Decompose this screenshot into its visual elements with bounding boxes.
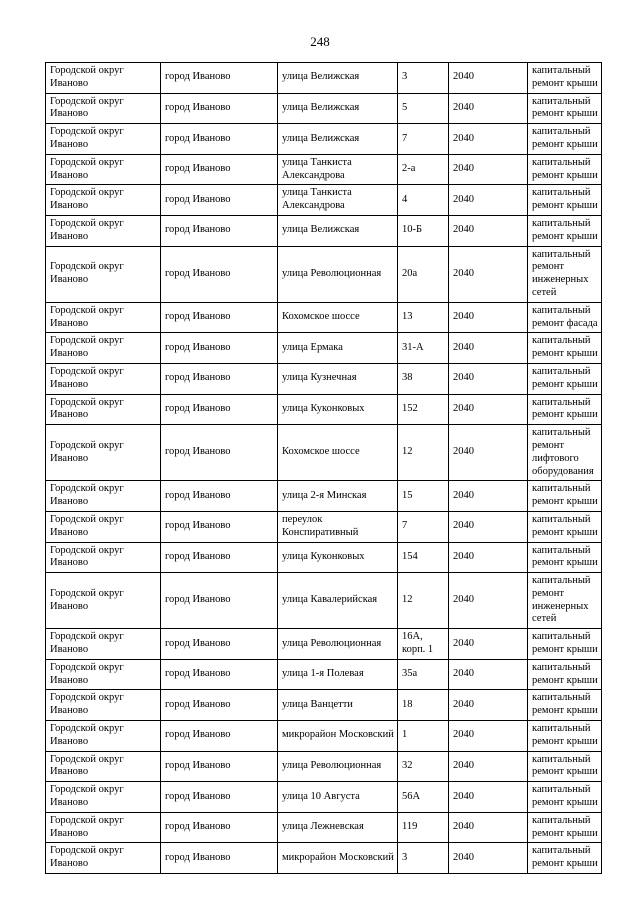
- cell-year: 2040: [449, 93, 528, 124]
- cell-house: 13: [398, 302, 449, 333]
- cell-district: Городской округ Иваново: [46, 185, 161, 216]
- table-row: [46, 721, 602, 752]
- table-row: [46, 511, 602, 542]
- cell-house: 1: [398, 721, 449, 752]
- cell-street: улица Велижская: [278, 124, 398, 155]
- cell-work: капитальный ремонт крыши: [528, 185, 602, 216]
- table-row: [46, 215, 602, 246]
- cell-city: город Иваново: [161, 394, 278, 425]
- cell-city: город Иваново: [161, 542, 278, 573]
- cell-work: капитальный ремонт крыши: [528, 394, 602, 425]
- cell-year: 2040: [449, 185, 528, 216]
- table-row: [46, 481, 602, 512]
- cell-house: 5: [398, 93, 449, 124]
- cell-district: Городской округ Иваново: [46, 629, 161, 660]
- table-row: [46, 363, 602, 394]
- cell-street: Кохомское шоссе: [278, 302, 398, 333]
- cell-street: микрорайон Московский: [278, 843, 398, 874]
- cell-year: 2040: [449, 511, 528, 542]
- table-row: [46, 124, 602, 155]
- cell-year: 2040: [449, 843, 528, 874]
- cell-district: Городской округ Иваново: [46, 425, 161, 481]
- cell-district: Городской округ Иваново: [46, 659, 161, 690]
- cell-street: улица Кузнечная: [278, 363, 398, 394]
- cell-street: улица Велижская: [278, 215, 398, 246]
- cell-house: 119: [398, 812, 449, 843]
- cell-street: Кохомское шоссе: [278, 425, 398, 481]
- cell-district: Городской округ Иваново: [46, 782, 161, 813]
- cell-city: город Иваново: [161, 481, 278, 512]
- cell-street: улица Велижская: [278, 63, 398, 94]
- cell-work: капитальный ремонт крыши: [528, 690, 602, 721]
- cell-house: 7: [398, 124, 449, 155]
- cell-house: 20а: [398, 246, 449, 302]
- cell-district: Городской округ Иваново: [46, 246, 161, 302]
- cell-district: Городской округ Иваново: [46, 302, 161, 333]
- cell-district: Городской округ Иваново: [46, 333, 161, 364]
- table-row: [46, 659, 602, 690]
- cell-district: Городской округ Иваново: [46, 93, 161, 124]
- cell-work: капитальный ремонт крыши: [528, 542, 602, 573]
- cell-year: 2040: [449, 215, 528, 246]
- cell-house: 3: [398, 63, 449, 94]
- table-row: [46, 751, 602, 782]
- cell-work: капитальный ремонт крыши: [528, 124, 602, 155]
- cell-city: город Иваново: [161, 573, 278, 629]
- cell-work: капитальный ремонт крыши: [528, 215, 602, 246]
- cell-district: Городской округ Иваново: [46, 481, 161, 512]
- cell-street: улица Революционная: [278, 751, 398, 782]
- cell-year: 2040: [449, 63, 528, 94]
- cell-district: Городской округ Иваново: [46, 721, 161, 752]
- cell-city: город Иваново: [161, 843, 278, 874]
- cell-city: город Иваново: [161, 246, 278, 302]
- cell-city: город Иваново: [161, 782, 278, 813]
- cell-district: Городской округ Иваново: [46, 511, 161, 542]
- cell-house: 12: [398, 573, 449, 629]
- table-row: [46, 573, 602, 629]
- cell-house: 18: [398, 690, 449, 721]
- cell-street: улица Танкиста Александрова: [278, 154, 398, 185]
- cell-street: улица Куконковых: [278, 394, 398, 425]
- cell-city: город Иваново: [161, 63, 278, 94]
- cell-year: 2040: [449, 690, 528, 721]
- cell-city: город Иваново: [161, 333, 278, 364]
- cell-district: Городской округ Иваново: [46, 363, 161, 394]
- cell-year: 2040: [449, 629, 528, 660]
- table-row: [46, 690, 602, 721]
- cell-district: Городской округ Иваново: [46, 394, 161, 425]
- cell-district: Городской округ Иваново: [46, 215, 161, 246]
- cell-year: 2040: [449, 542, 528, 573]
- cell-house: 16А, корп. 1: [398, 629, 449, 660]
- table-row: [46, 302, 602, 333]
- table-row: [46, 63, 602, 94]
- cell-city: город Иваново: [161, 659, 278, 690]
- cell-street: улица 2-я Минская: [278, 481, 398, 512]
- table-row: [46, 333, 602, 364]
- cell-street: улица 1-я Полевая: [278, 659, 398, 690]
- cell-work: капитальный ремонт фасада: [528, 302, 602, 333]
- cell-work: капитальный ремонт крыши: [528, 659, 602, 690]
- cell-work: капитальный ремонт крыши: [528, 721, 602, 752]
- cell-district: Городской округ Иваново: [46, 124, 161, 155]
- cell-house: 3: [398, 843, 449, 874]
- cell-work: капитальный ремонт крыши: [528, 812, 602, 843]
- cell-work: капитальный ремонт крыши: [528, 363, 602, 394]
- cell-city: город Иваново: [161, 721, 278, 752]
- cell-street: улица Революционная: [278, 246, 398, 302]
- cell-city: город Иваново: [161, 93, 278, 124]
- cell-street: улица Ванцетти: [278, 690, 398, 721]
- cell-house: 10-Б: [398, 215, 449, 246]
- cell-work: капитальный ремонт крыши: [528, 511, 602, 542]
- cell-house: 32: [398, 751, 449, 782]
- cell-year: 2040: [449, 573, 528, 629]
- cell-work: капитальный ремонт крыши: [528, 481, 602, 512]
- cell-street: улица Танкиста Александрова: [278, 185, 398, 216]
- cell-street: улица Революционная: [278, 629, 398, 660]
- cell-year: 2040: [449, 302, 528, 333]
- cell-city: город Иваново: [161, 425, 278, 481]
- table-row: [46, 394, 602, 425]
- cell-district: Городской округ Иваново: [46, 690, 161, 721]
- cell-work: капитальный ремонт лифтового оборудования: [528, 425, 602, 481]
- cell-work: капитальный ремонт крыши: [528, 782, 602, 813]
- cell-city: город Иваново: [161, 302, 278, 333]
- cell-work: капитальный ремонт инженерных сетей: [528, 573, 602, 629]
- cell-district: Городской округ Иваново: [46, 751, 161, 782]
- table-row: [46, 185, 602, 216]
- cell-street: улица Лежневская: [278, 812, 398, 843]
- cell-year: 2040: [449, 394, 528, 425]
- table-row: [46, 542, 602, 573]
- table-row: [46, 154, 602, 185]
- cell-year: 2040: [449, 124, 528, 155]
- cell-city: город Иваново: [161, 812, 278, 843]
- cell-work: капитальный ремонт крыши: [528, 843, 602, 874]
- cell-city: город Иваново: [161, 629, 278, 660]
- cell-work: капитальный ремонт крыши: [528, 629, 602, 660]
- cell-house: 12: [398, 425, 449, 481]
- cell-house: 38: [398, 363, 449, 394]
- cell-work: капитальный ремонт крыши: [528, 751, 602, 782]
- cell-city: город Иваново: [161, 363, 278, 394]
- cell-city: город Иваново: [161, 511, 278, 542]
- table-body: [46, 63, 602, 874]
- repairs-table: [45, 62, 602, 874]
- table-row: [46, 843, 602, 874]
- cell-year: 2040: [449, 246, 528, 302]
- cell-city: город Иваново: [161, 154, 278, 185]
- cell-house: 15: [398, 481, 449, 512]
- table-row: [46, 812, 602, 843]
- table-row: [46, 782, 602, 813]
- cell-city: город Иваново: [161, 215, 278, 246]
- cell-work: капитальный ремонт инженерных сетей: [528, 246, 602, 302]
- cell-year: 2040: [449, 154, 528, 185]
- cell-street: улица Куконковых: [278, 542, 398, 573]
- cell-year: 2040: [449, 782, 528, 813]
- cell-year: 2040: [449, 363, 528, 394]
- cell-year: 2040: [449, 751, 528, 782]
- cell-city: город Иваново: [161, 751, 278, 782]
- cell-street: переулок Конспиративный: [278, 511, 398, 542]
- cell-city: город Иваново: [161, 690, 278, 721]
- cell-district: Городской округ Иваново: [46, 63, 161, 94]
- cell-street: улица Кавалерийская: [278, 573, 398, 629]
- cell-year: 2040: [449, 481, 528, 512]
- cell-street: улица Велижская: [278, 93, 398, 124]
- cell-year: 2040: [449, 659, 528, 690]
- page-number: 248: [310, 34, 330, 49]
- cell-house: 2-а: [398, 154, 449, 185]
- cell-house: 7: [398, 511, 449, 542]
- cell-house: 154: [398, 542, 449, 573]
- cell-work: капитальный ремонт крыши: [528, 333, 602, 364]
- cell-city: город Иваново: [161, 185, 278, 216]
- cell-year: 2040: [449, 333, 528, 364]
- cell-district: Городской округ Иваново: [46, 542, 161, 573]
- cell-district: Городской округ Иваново: [46, 154, 161, 185]
- cell-city: город Иваново: [161, 124, 278, 155]
- table-row: [46, 93, 602, 124]
- cell-street: улица Ермака: [278, 333, 398, 364]
- table-row: [46, 246, 602, 302]
- cell-year: 2040: [449, 425, 528, 481]
- cell-house: 35а: [398, 659, 449, 690]
- cell-street: микрорайон Московский: [278, 721, 398, 752]
- cell-work: капитальный ремонт крыши: [528, 93, 602, 124]
- cell-district: Городской округ Иваново: [46, 812, 161, 843]
- cell-house: 152: [398, 394, 449, 425]
- cell-district: Городской округ Иваново: [46, 573, 161, 629]
- cell-work: капитальный ремонт крыши: [528, 63, 602, 94]
- cell-year: 2040: [449, 812, 528, 843]
- cell-house: 56А: [398, 782, 449, 813]
- cell-district: Городской округ Иваново: [46, 843, 161, 874]
- table-row: [46, 629, 602, 660]
- cell-year: 2040: [449, 721, 528, 752]
- cell-house: 31-А: [398, 333, 449, 364]
- cell-street: улица 10 Августа: [278, 782, 398, 813]
- cell-house: 4: [398, 185, 449, 216]
- cell-work: капитальный ремонт крыши: [528, 154, 602, 185]
- table-row: [46, 425, 602, 481]
